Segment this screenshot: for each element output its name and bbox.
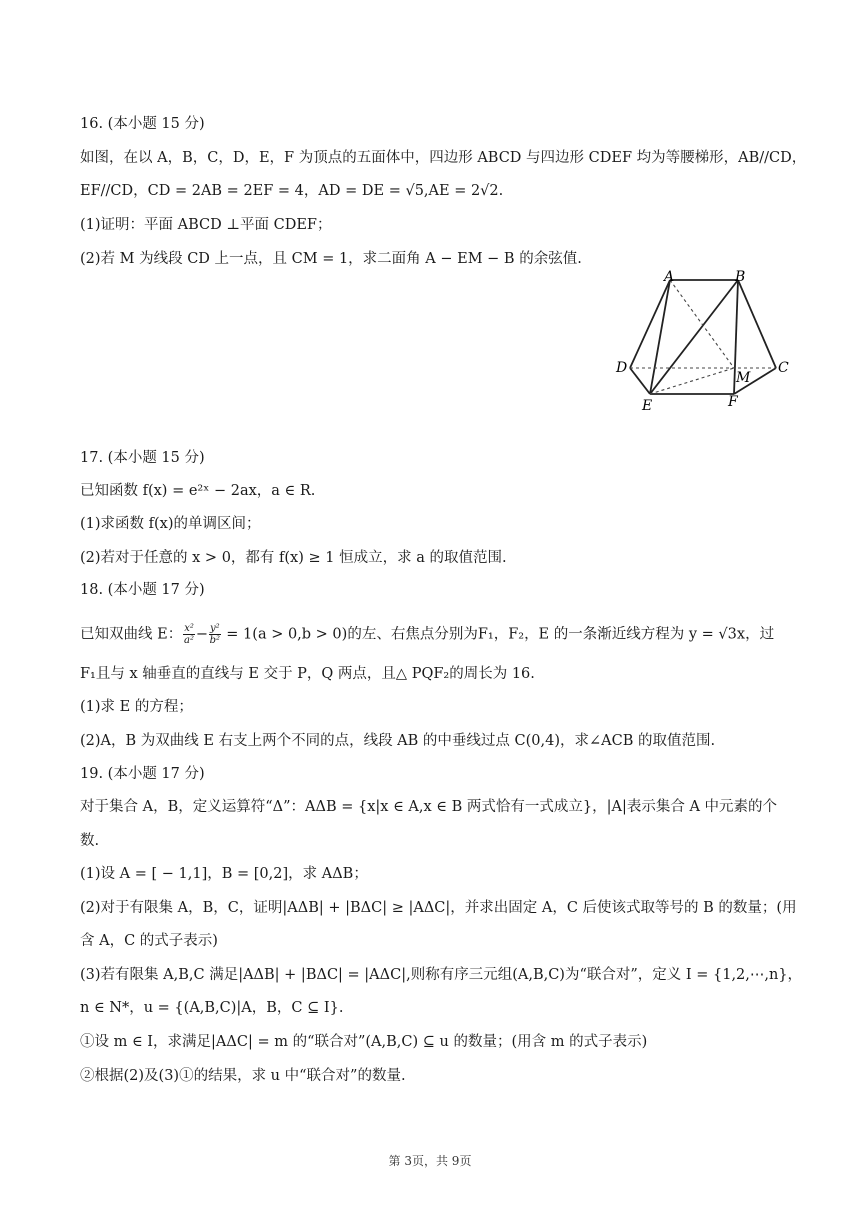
problem-16-question-1: (1)证明：平面 ABCD ⊥平面 CDEF； [80, 217, 332, 233]
problem-19-heading: 19. (本小题 17 分) [80, 766, 205, 782]
problem-16-stem-line1: 如图，在以 A，B，C，D，E，F 为顶点的五面体中，四边形 ABCD 与四边形 CDEF 均为等腰梯形，AB//CD， [80, 150, 807, 166]
problem-19-question-2-line2: 含 A，C 的式子表示) [80, 933, 218, 949]
pentahedron-figure [612, 268, 796, 416]
problem-16-stem-line2: EF//CD，CD = 2AB = 2EF = 4，AD = DE = √5,AE = 2√2. [80, 183, 504, 199]
problem-18-stem-prefix: 已知双曲线 E： [80, 626, 183, 643]
problem-18-stem-suffix: = 1(a > 0,b > 0)的左、右焦点分别为F₁，F₂，E 的一条渐近线方程为 y = √3x，过 [221, 626, 775, 643]
figure-label-c: C [778, 360, 789, 376]
fraction-denominator: a² [184, 635, 195, 646]
figure-label-d: D [616, 360, 628, 376]
fraction-numerator: y² [210, 623, 220, 634]
problem-18-question-1: (1)求 E 的方程； [80, 699, 193, 715]
problem-19-question-1: (1)设 A = [ − 1,1]，B = [0,2]，求 AΔB； [80, 866, 368, 882]
problem-17-heading: 17. (本小题 15 分) [80, 450, 205, 466]
figure-label-b: B [735, 269, 746, 285]
figure-label-a: A [664, 269, 675, 285]
page-number-footer: 第 3页，共 9页 [388, 1154, 472, 1168]
problem-18-stem-line2: F₁且与 x 轴垂直的直线与 E 交于 P，Q 两点，且△ PQF₂的周长为 16. [80, 666, 535, 682]
fraction-y2-b2 [209, 623, 221, 646]
problem-16-heading: 16. (本小题 15 分) [80, 116, 205, 132]
fraction-x2-a2 [183, 623, 195, 646]
problem-19-subquestion-2: ②根据(2)及(3)①的结果，求 u 中“联合对”的数量. [80, 1068, 406, 1084]
fraction-denominator: b² [209, 635, 221, 646]
figure-label-e: E [642, 398, 653, 414]
problem-19-stem-line2: 数. [80, 833, 100, 849]
figure-label-f: F [728, 394, 738, 410]
problem-18-heading: 18. (本小题 17 分) [80, 582, 205, 598]
problem-18-question-2: (2)A，B 为双曲线 E 右支上两个不同的点，线段 AB 的中垂线过点 C(0,4)，求∠ACB 的取值范围. [80, 733, 716, 749]
minus-sign: − [195, 626, 209, 643]
problem-19-question-3-line1: (3)若有限集 A,B,C 满足|AΔB| + |BΔC| = |AΔC|,则称有序三元组(A,B,C)为“联合对”，定义 I = {1,2,⋯,n}， [80, 967, 803, 983]
fraction-numerator: x² [184, 623, 194, 634]
problem-17-question-1: (1)求函数 f(x)的单调区间； [80, 516, 261, 532]
problem-17-question-2: (2)若对于任意的 x > 0，都有 f(x) ≥ 1 恒成立，求 a 的取值范围. [80, 550, 507, 566]
problem-19-question-3-line2: n ∈ N*，u = {(A,B,C)|A，B，C ⊆ I}. [80, 1000, 344, 1016]
problem-16-question-2: (2)若 M 为线段 CD 上一点，且 CM = 1，求二面角 A − EM − B 的余弦值. [80, 251, 582, 267]
problem-19-stem-line1: 对于集合 A，B，定义运算符“Δ”：AΔB = {x|x ∈ A,x ∈ B 两式恰有一式成立}，|A|表示集合 A 中元素的个 [80, 799, 778, 815]
problem-19-question-2-line1: (2)对于有限集 A，B，C，证明|AΔB| + |BΔC| ≥ |AΔC|，并求出固定 A，C 后使该式取等号的 B 的数量；(用 [80, 900, 797, 916]
problem-19-subquestion-1: ①设 m ∈ I，求满足|AΔC| = m 的“联合对”(A,B,C) ⊆ u 的数量；(用含 m 的式子表示) [80, 1034, 648, 1050]
figure-label-m: M [736, 370, 751, 386]
problem-18-stem-line1 [80, 623, 774, 646]
problem-17-stem: 已知函数 f(x) = e²ˣ − 2ax，a ∈ R. [80, 483, 316, 499]
